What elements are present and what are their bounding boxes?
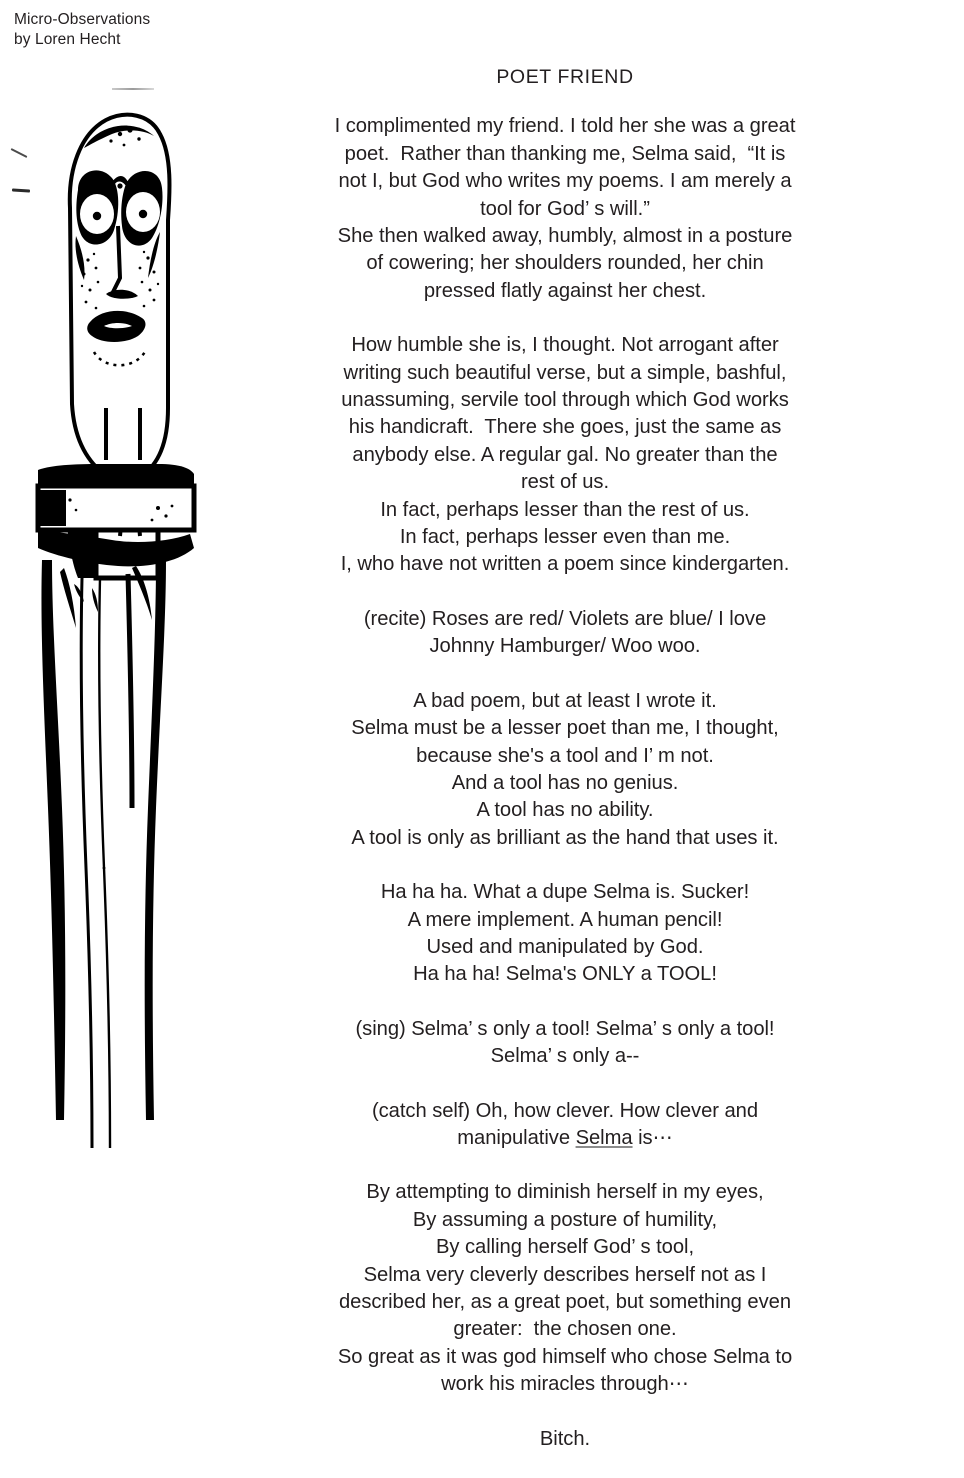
belt-buckle-left [38,490,66,526]
stanza-closing [262,1426,868,1453]
poem-line: Ha ha ha! Selma's ONLY a TOOL! [413,963,717,986]
stanza-bad-poem [262,688,868,852]
poem-line: A bad poem, but at least I wrote it. [413,689,717,712]
stanza-ha-ha [262,879,868,989]
poem-line: (sing) Selma’ s only a tool! Selma’ s only a tool! [355,1017,775,1040]
belt-bottom-shadow [38,530,194,566]
crown-speck-2 [127,127,132,132]
poem-line: (recite) Roses are red/ Violets are blue/ I love [363,607,767,630]
poem-line: By calling herself God’ s tool, [435,1236,695,1259]
poem-line: In fact, perhaps lesser even than me. [399,526,731,549]
poem-line: greater: the chosen one. [453,1318,677,1341]
poem-line: I complimented my friend. I told her she was a great [334,115,796,138]
poem-line: rest of us. [520,471,610,494]
stanza-opening [262,113,868,305]
poem-line: anybody else. A regular gal. No greater than the [352,443,778,466]
page-title: POET FRIEND [496,66,634,88]
stanza-how-humble [262,332,868,579]
poem-line: pressed flatly against her chest. [423,279,707,302]
stanza-catch-self [262,1098,868,1153]
belt-top-edge [38,464,194,486]
poem-line: She then walked away, humbly, almost in a posture [337,225,793,248]
crown-speck-3 [109,139,112,142]
series-title: Micro-Observations [14,11,151,28]
poem-line: Selma very cleverly describes herself not as I [363,1263,767,1286]
poem-body [262,66,868,1453]
skirt-shade-right [132,566,152,620]
crown-speck-4 [137,137,140,140]
figure-illustration [8,108,228,1183]
poem-line: his handicraft. There she goes, just the same as [348,416,782,439]
byline-block [14,10,150,50]
stanza-sing [262,1016,868,1071]
poem-line: By attempting to diminish herself in my eyes, [366,1181,764,1204]
poem-line: How humble she is, I thought. Not arrogant after [351,334,779,357]
underlined-word: Selma [575,1126,633,1149]
stanza-by-attempting [262,1179,868,1398]
poem-line: Johnny Hamburger/ Woo woo. [429,635,701,658]
poem-line: manipulative Selma is⋯ [457,1126,673,1149]
poem-line: I, who have not written a poem since kindergarten. [340,553,790,576]
skirt-fold-2 [99,578,110,1148]
poem-line: So great as it was god himself who chose Selma to [337,1345,793,1368]
right-pupil [139,210,147,218]
poem-line: not I, but God who writes my poems. I am merely a [338,170,792,193]
skirt-fold-1 [81,578,92,1148]
skirt-left-edge [41,560,65,1120]
poem-line: A tool is only as brilliant as the hand that uses it. [351,826,779,849]
bridge-dot [117,183,122,188]
poem-line: Ha ha ha. What a dupe Selma is. Sucker! [380,881,750,904]
skirt-shade-left [60,568,76,628]
stray-gray-line-mark [112,88,154,90]
poem-line: And a tool has no genius. [451,771,679,794]
ink-drawing-svg [8,108,228,1183]
poem-line: poet. Rather than thanking me, Selma said, “It is [344,142,786,165]
author-line: by Loren Hecht [14,30,121,48]
stanza-recite [262,606,868,661]
poem-line: By assuming a posture of humility, [412,1208,718,1231]
poem-line: described her, as a great poet, but something even [338,1291,791,1314]
poem-line: A mere implement. A human pencil! [407,908,723,931]
crown-speck-1 [118,132,122,136]
poem-line: tool for God’ s will.” [480,197,650,220]
poem-line: (catch self) Oh, how clever. How clever and [371,1099,759,1122]
poem-line: Bitch. [539,1427,591,1450]
poem-line: of cowering; her shoulders rounded, her chin [366,252,764,275]
left-pupil [93,212,101,220]
poem-line: A tool has no ability. [476,799,654,822]
poem-line: because she's a tool and I’ m not. [416,744,714,767]
drawing-ink-group [38,115,194,1148]
poem-line: Selma’ s only a-- [490,1045,640,1068]
stanza-container [262,113,868,1453]
poem-line: writing such beautiful verse, but a simple, bashful, [343,361,787,384]
skirt-speck [103,867,106,870]
poem-line: Used and manipulated by God. [426,935,704,958]
poem-line: work his miracles through⋯ [441,1373,689,1396]
poem-line: Selma must be a lesser poet than me, I thought, [351,717,779,740]
skirt-right-edge [145,560,166,1120]
skirt-fold-3 [128,574,132,808]
poem-line: unassuming, servile tool through which God works [341,389,789,412]
skirt-dash-b [92,588,98,612]
crown-speck-5 [123,144,126,147]
poem-line: In fact, perhaps lesser than the rest of us. [380,498,750,521]
